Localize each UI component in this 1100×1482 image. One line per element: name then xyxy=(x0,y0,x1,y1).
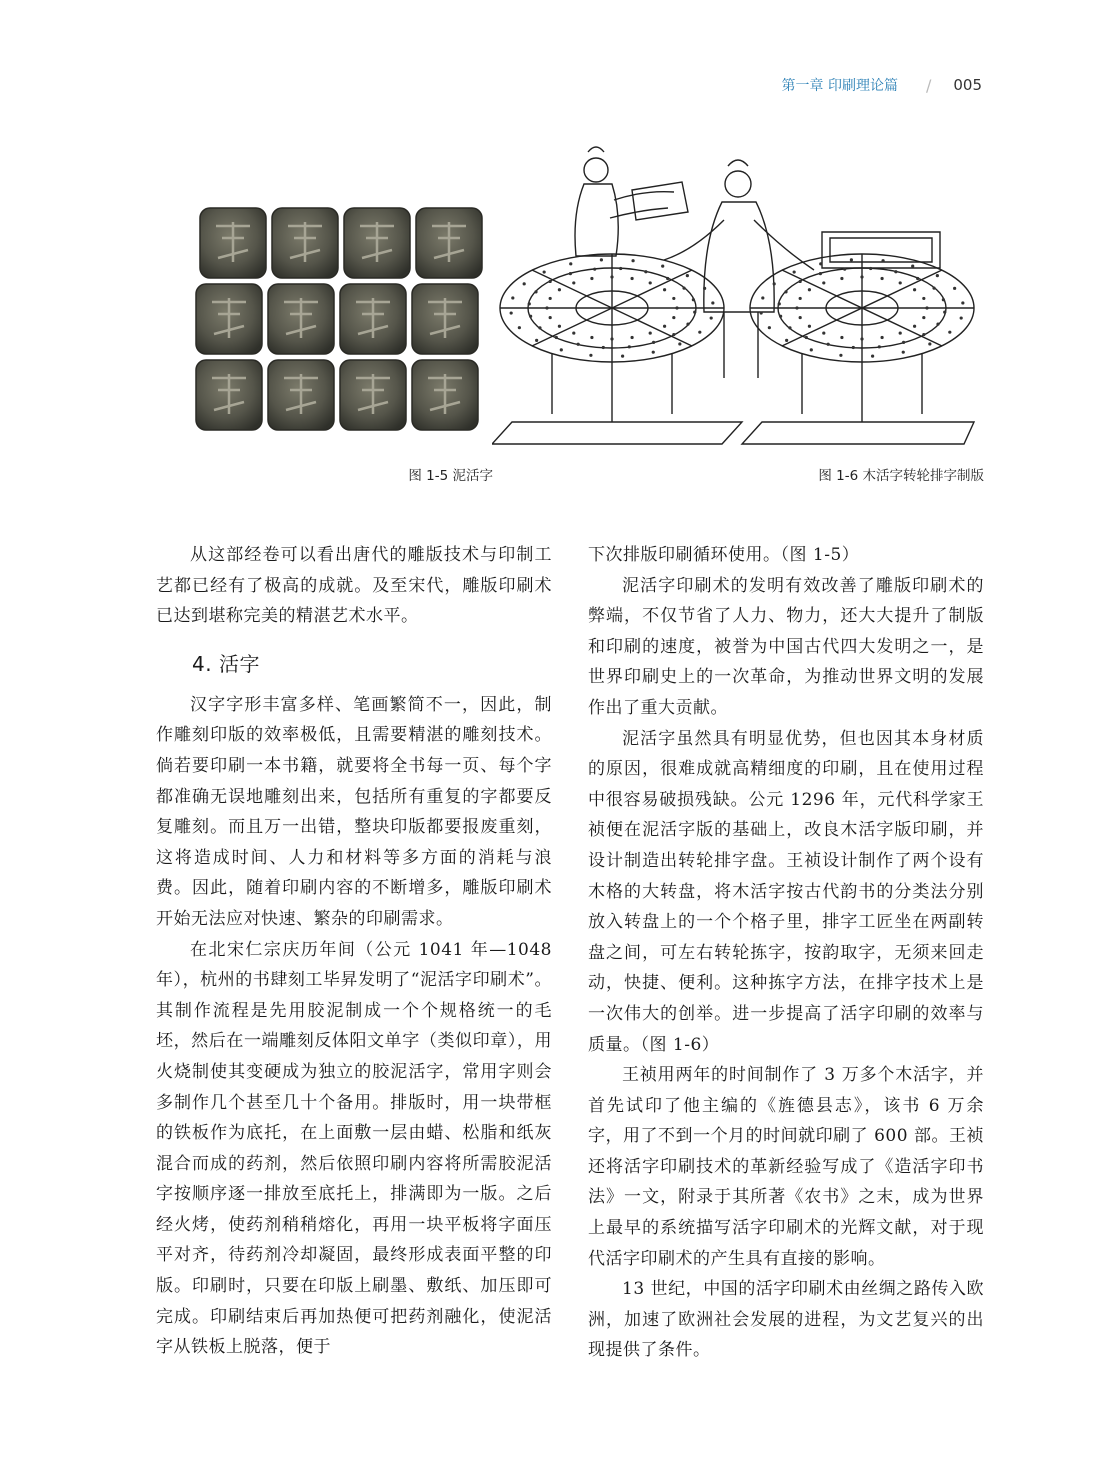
type-piece-dot xyxy=(569,262,572,265)
type-piece-dot xyxy=(686,323,689,326)
type-piece-dot xyxy=(960,316,963,319)
type-piece-dot xyxy=(913,325,916,328)
paragraph: 泥活字虽然具有明显优势，但也因其本身材质的原因，很难成就高精细度的印刷，且在使用过程中很容易破损残缺。公元 1296 年，元代科学家王祯便在泥活字版的基础上，改良木活字版印刷，并设计制造出转轮排字盘。王祯设计制作了两个设有木格的大转盘，将木活字按古代韵书的分类法分别放入转盘上的一个个格子里，排字工匠坐在两副转盘之间，可左右转轮拣字，按韵取字，无须来回走动，快捷、便利。这种拣字方法，在排字技术上是一次伟大的创举。进一步提高了活字印刷的效率与质量。（图 1-6） xyxy=(588,728,984,1055)
type-piece-dot xyxy=(942,298,945,301)
type-piece-dot xyxy=(529,315,532,318)
running-header xyxy=(782,74,982,96)
type-piece-dot xyxy=(590,277,593,280)
rotating-type-table-illustration xyxy=(492,140,984,456)
type-piece-dot xyxy=(621,354,624,357)
type-piece-dot xyxy=(899,331,902,334)
type-piece-dot xyxy=(682,287,685,290)
type-piece-dot xyxy=(928,342,931,345)
type-piece-dot xyxy=(805,336,808,339)
type-piece-dot xyxy=(549,316,552,319)
type-piece-dot xyxy=(936,323,939,326)
type-piece-dot xyxy=(881,259,884,262)
paragraph: 王祯用两年的时间制作了 3 万多个木活字，并首先试印了他主编的《旌德县志》，该书 6 万余字，用了不到一个月的时间就印刷了 600 部。王祯还将活字印刷技术的革新经验写成了《造活字印书法》一文，附录于其所著《农书》之末，成为世界上最早的系统描写活字印刷术的光辉文献，对于现代活字印刷术的产生具有直接的影响。 xyxy=(588,1065,984,1269)
paragraph: 下次排版印刷循环使用。（图 1-5） xyxy=(588,545,860,565)
type-piece-dot xyxy=(860,337,863,340)
right-type-wheel xyxy=(742,254,974,444)
type-tray xyxy=(822,232,940,268)
type-piece-dot xyxy=(649,331,652,334)
type-piece-dot xyxy=(589,354,592,357)
type-piece-dot xyxy=(880,277,883,280)
type-piece-dot xyxy=(840,277,843,280)
type-piece-dot xyxy=(672,316,675,319)
type-piece-dot xyxy=(693,311,696,314)
type-piece-dot xyxy=(850,258,853,261)
type-piece-dot xyxy=(692,298,695,301)
type-piece-dot xyxy=(523,282,526,285)
type-piece-dot xyxy=(538,326,541,329)
paragraph: 汉字字形丰富多样、笔画繁简不一，因此，制作雕刻印版的效率极低，且需要精湛的雕刻技术。倘若要印刷一本书籍，就要将全书每一页、每个字都准确无误地雕刻出来，包括所有重复的字都要反复雕刻。而且万一出错，整块印版都要报废重刻，这将造成时间、人力和材料等多方面的消耗与浪费。因此，随着印刷内容的不断增多，雕版印刷术开始无法应对快速、繁杂的印刷需求。 xyxy=(156,694,552,929)
type-piece-dot xyxy=(590,336,593,339)
type-piece-dot xyxy=(711,301,714,304)
type-piece-dot xyxy=(555,336,558,339)
type-piece-dot xyxy=(822,281,825,284)
type-piece-dot xyxy=(630,336,633,339)
type-piece-dot xyxy=(672,333,675,336)
type-piece-dot xyxy=(922,297,925,300)
type-piece-dot xyxy=(961,301,964,304)
type-piece-dot xyxy=(558,288,561,291)
type-piece-dot xyxy=(760,311,763,314)
type-piece-dot xyxy=(899,281,902,284)
type-piece-dot xyxy=(510,311,513,314)
type-piece-dot xyxy=(652,341,655,344)
type-piece-dot xyxy=(827,343,830,346)
type-piece-dot xyxy=(518,326,521,329)
type-piece-dot xyxy=(880,336,883,339)
type-piece-dot xyxy=(619,267,622,270)
type-piece-dot xyxy=(808,288,811,291)
type-piece-dot xyxy=(593,268,596,271)
type-piece-dot xyxy=(911,265,914,268)
type-piece-dot xyxy=(644,270,647,273)
type-piece-dot xyxy=(577,343,580,346)
type-piece-dot xyxy=(549,280,552,283)
left-artisan-figure xyxy=(575,147,688,256)
type-piece-dot xyxy=(672,297,675,300)
type-piece-dot xyxy=(869,267,872,270)
type-piece-dot xyxy=(922,333,925,336)
type-piece-dot xyxy=(545,306,548,309)
type-piece-dot xyxy=(511,296,514,299)
type-piece-dot xyxy=(839,354,842,357)
type-piece-dot xyxy=(860,275,863,278)
type-piece-dot xyxy=(686,274,689,277)
type-piece-dot xyxy=(710,316,713,319)
type-piece-dot xyxy=(922,316,925,319)
paragraph: 从这部经卷可以看出唐代的雕版技术与印制工艺都已经有了极高的成就。及至宋代，雕版印刷术已达到堪称完美的精湛艺术水平。 xyxy=(156,545,552,627)
chapter-title: 第一章 印刷理论篇 xyxy=(781,78,898,94)
figure-caption: 图 1-5 泥活字 xyxy=(408,468,493,484)
type-piece-dot xyxy=(703,287,706,290)
type-piece-dot xyxy=(778,302,781,305)
type-piece-dot xyxy=(948,331,951,334)
type-piece-dot xyxy=(788,326,791,329)
type-piece-dot xyxy=(785,339,788,342)
type-piece-dot xyxy=(675,306,678,309)
type-piece-dot xyxy=(925,306,928,309)
type-piece-dot xyxy=(652,351,655,354)
type-piece-dot xyxy=(808,325,811,328)
type-piece-dot xyxy=(610,275,613,278)
type-piece-dot xyxy=(902,341,905,344)
type-piece-dot xyxy=(631,259,634,262)
type-piece-dot xyxy=(602,346,605,349)
paragraph: 泥活字印刷术的发明有效改善了雕版印刷术的弊端，不仅节省了人力、物力，还大大提升了制版和印刷的速度，被誉为中国古代四大发明之一，是世界印刷史上的一次革命，为推动世界文明的发展作出了重大贡献。 xyxy=(588,575,984,718)
type-piece-dot xyxy=(916,277,919,280)
type-piece-dot xyxy=(784,290,787,293)
type-piece-dot xyxy=(534,290,537,293)
type-piece-dot xyxy=(666,277,669,280)
type-piece-dot xyxy=(795,306,798,309)
paragraph: 13 世纪，中国的活字印刷术由丝绸之路传入欧洲，加速了欧洲社会发展的进程，为文艺复兴的出现提供了条件。 xyxy=(588,1279,984,1361)
left-text-column xyxy=(156,540,552,1363)
type-piece-dot xyxy=(799,316,802,319)
type-piece-dot xyxy=(698,331,701,334)
type-piece-dot xyxy=(535,339,538,342)
type-piece-dot xyxy=(663,288,666,291)
type-piece-dot xyxy=(610,337,613,340)
type-piece-dot xyxy=(913,288,916,291)
type-piece-dot xyxy=(852,346,855,349)
type-piece-dot xyxy=(560,348,563,351)
type-piece-dot xyxy=(543,270,546,273)
type-piece-dot xyxy=(761,296,764,299)
type-piece-dot xyxy=(678,342,681,345)
type-piece-dot xyxy=(810,348,813,351)
type-piece-dot xyxy=(600,258,603,261)
paragraph: 在北宋仁宗庆历年间（公元 1041 年—1048 年），杭州的书肆刻工毕昇发明了“泥活字印刷术”。其制作流程是先用胶泥制成一个个规格统一的毛坯，然后在一端雕刻反体阳文单字（类似印章），用火烧制使其变硬成为独立的胶泥活字，常用字则会多制作几个甚至几十个备用。排版时，用一块带框的铁板作为底托，在上面敷一层由蜡、松脂和纸灰混合而成的药剂，然后依照印刷内容将所需胶泥活字按顺序逐一排放至底托上，排满即为一版。之后经火烤，使药剂稍稍熔化，再用一块平板将字面压平对齐，待药剂冷却凝固，最终形成表面平整的印版。印刷时，只要在印版上刷墨、敷纸、加压即可完成。印刷结束后再加热便可把药剂融化，使泥活字从铁板上脱落，便于 xyxy=(156,939,552,1358)
type-piece-dot xyxy=(572,331,575,334)
type-piece-dot xyxy=(843,268,846,271)
header-separator: / xyxy=(925,75,932,95)
type-piece-dot xyxy=(878,345,881,348)
type-piece-dot xyxy=(649,281,652,284)
type-piece-dot xyxy=(943,311,946,314)
page-number: 005 xyxy=(953,76,982,94)
type-piece-dot xyxy=(840,336,843,339)
type-piece-dot xyxy=(569,272,572,275)
type-piece-dot xyxy=(819,272,822,275)
type-piece-dot xyxy=(779,315,782,318)
type-piece-dot xyxy=(528,302,531,305)
type-piece-dot xyxy=(663,325,666,328)
type-piece-dot xyxy=(936,274,939,277)
type-piece-dot xyxy=(558,325,561,328)
type-piece-dot xyxy=(932,287,935,290)
type-piece-dot xyxy=(871,354,874,357)
type-piece-dot xyxy=(902,351,905,354)
type-piece-dot xyxy=(630,277,633,280)
type-piece-dot xyxy=(799,297,802,300)
type-piece-dot xyxy=(953,287,956,290)
type-piece-dot xyxy=(572,281,575,284)
figure-caption: 图 1-6 木活字转轮排字制版 xyxy=(818,468,984,484)
type-piece-dot xyxy=(661,265,664,268)
clay-movable-type-photo xyxy=(160,198,490,454)
type-piece-dot xyxy=(793,270,796,273)
right-text-column xyxy=(588,540,984,1366)
type-piece-dot xyxy=(768,326,771,329)
type-piece-dot xyxy=(773,282,776,285)
type-piece-dot xyxy=(819,262,822,265)
section-heading: 4. 活字 xyxy=(192,651,260,676)
type-piece-dot xyxy=(799,280,802,283)
type-piece-dot xyxy=(628,345,631,348)
type-piece-dot xyxy=(822,331,825,334)
type-piece-dot xyxy=(894,270,897,273)
type-piece-dot xyxy=(549,297,552,300)
center-artisan-figure xyxy=(664,160,814,378)
